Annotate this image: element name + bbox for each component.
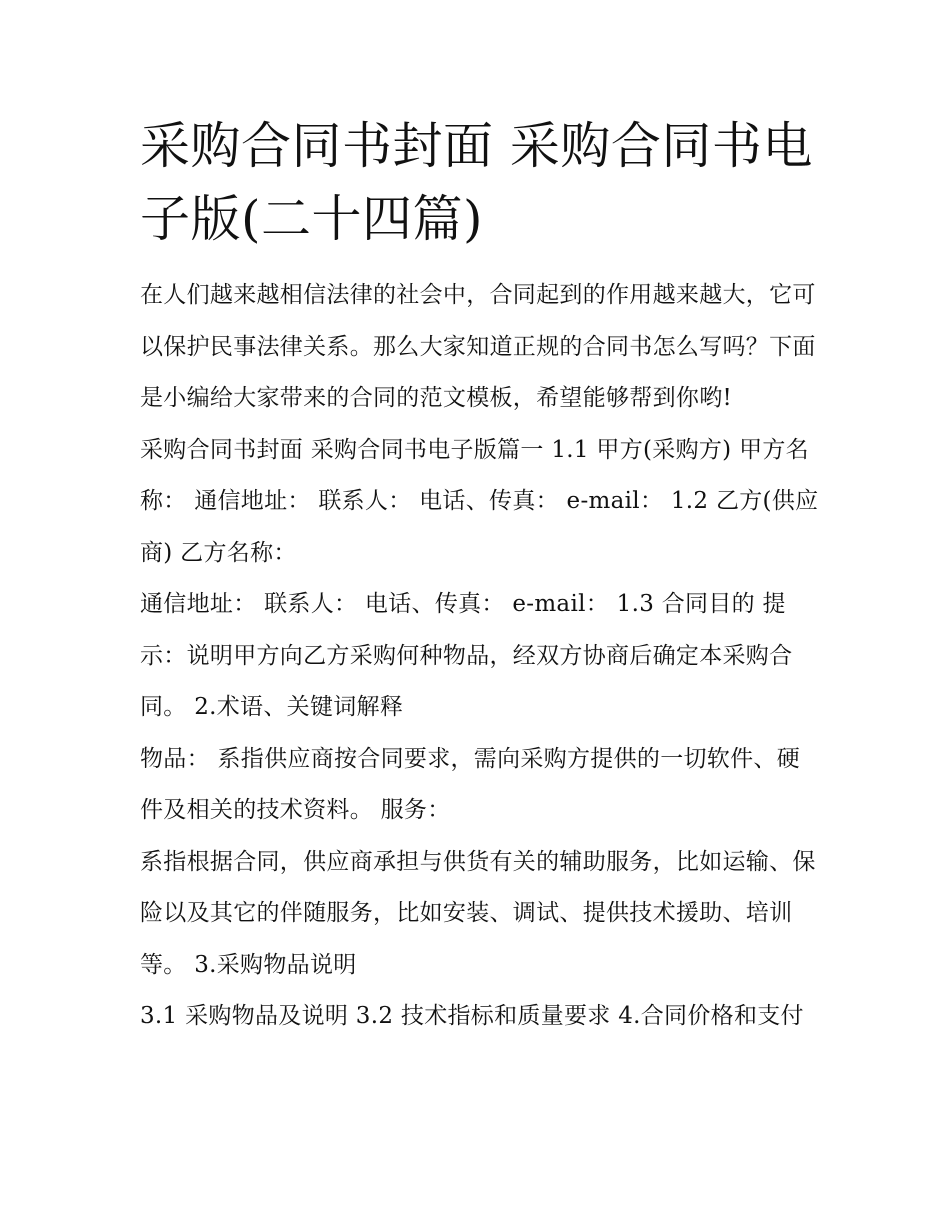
document-title: 采购合同书封面 采购合同书电子版(二十四篇) xyxy=(140,117,813,248)
paragraph-party-b-contact: 通信地址： 联系人： 电话、传真： e-mail： 1.3 合同目的 提示：说明甲方向乙方采购何种物品，经双方协商后确定本采购合同。 2.术语、关键词解释 xyxy=(140,591,793,720)
document-page xyxy=(140,110,820,1043)
paragraph-goods-spec: 3.1 采购物品及说明 3.2 技术指标和质量要求 4.合同价格和支付 xyxy=(140,1003,804,1029)
paragraph-party-a: 采购合同书封面 采购合同书电子版篇一 1.1 甲方(采购方) 甲方名称： 通信地址： 联系人： 电话、传真： e-mail： 1.2 乙方(供应商) 乙方名称： xyxy=(140,436,819,566)
paragraph-intro: 在人们越来越相信法律的社会中，合同起到的作用越来越大，它可以保护民事法律关系。那么大家知道正规的合同书怎么写吗？下面是小编给大家带来的合同的范文模板，希望能够帮到你哟! xyxy=(140,282,816,411)
paragraph-goods-definition: 物品： 系指供应商按合同要求，需向采购方提供的一切软件、硬件及相关的技术资料。 服务： xyxy=(140,745,801,823)
paragraph-services-definition: 系指根据合同，供应商承担与供货有关的辅助服务，比如运输、保险以及其它的伴随服务，比如安装、调试、提供技术援助、培训等。 3.采购物品说明 xyxy=(140,848,816,978)
